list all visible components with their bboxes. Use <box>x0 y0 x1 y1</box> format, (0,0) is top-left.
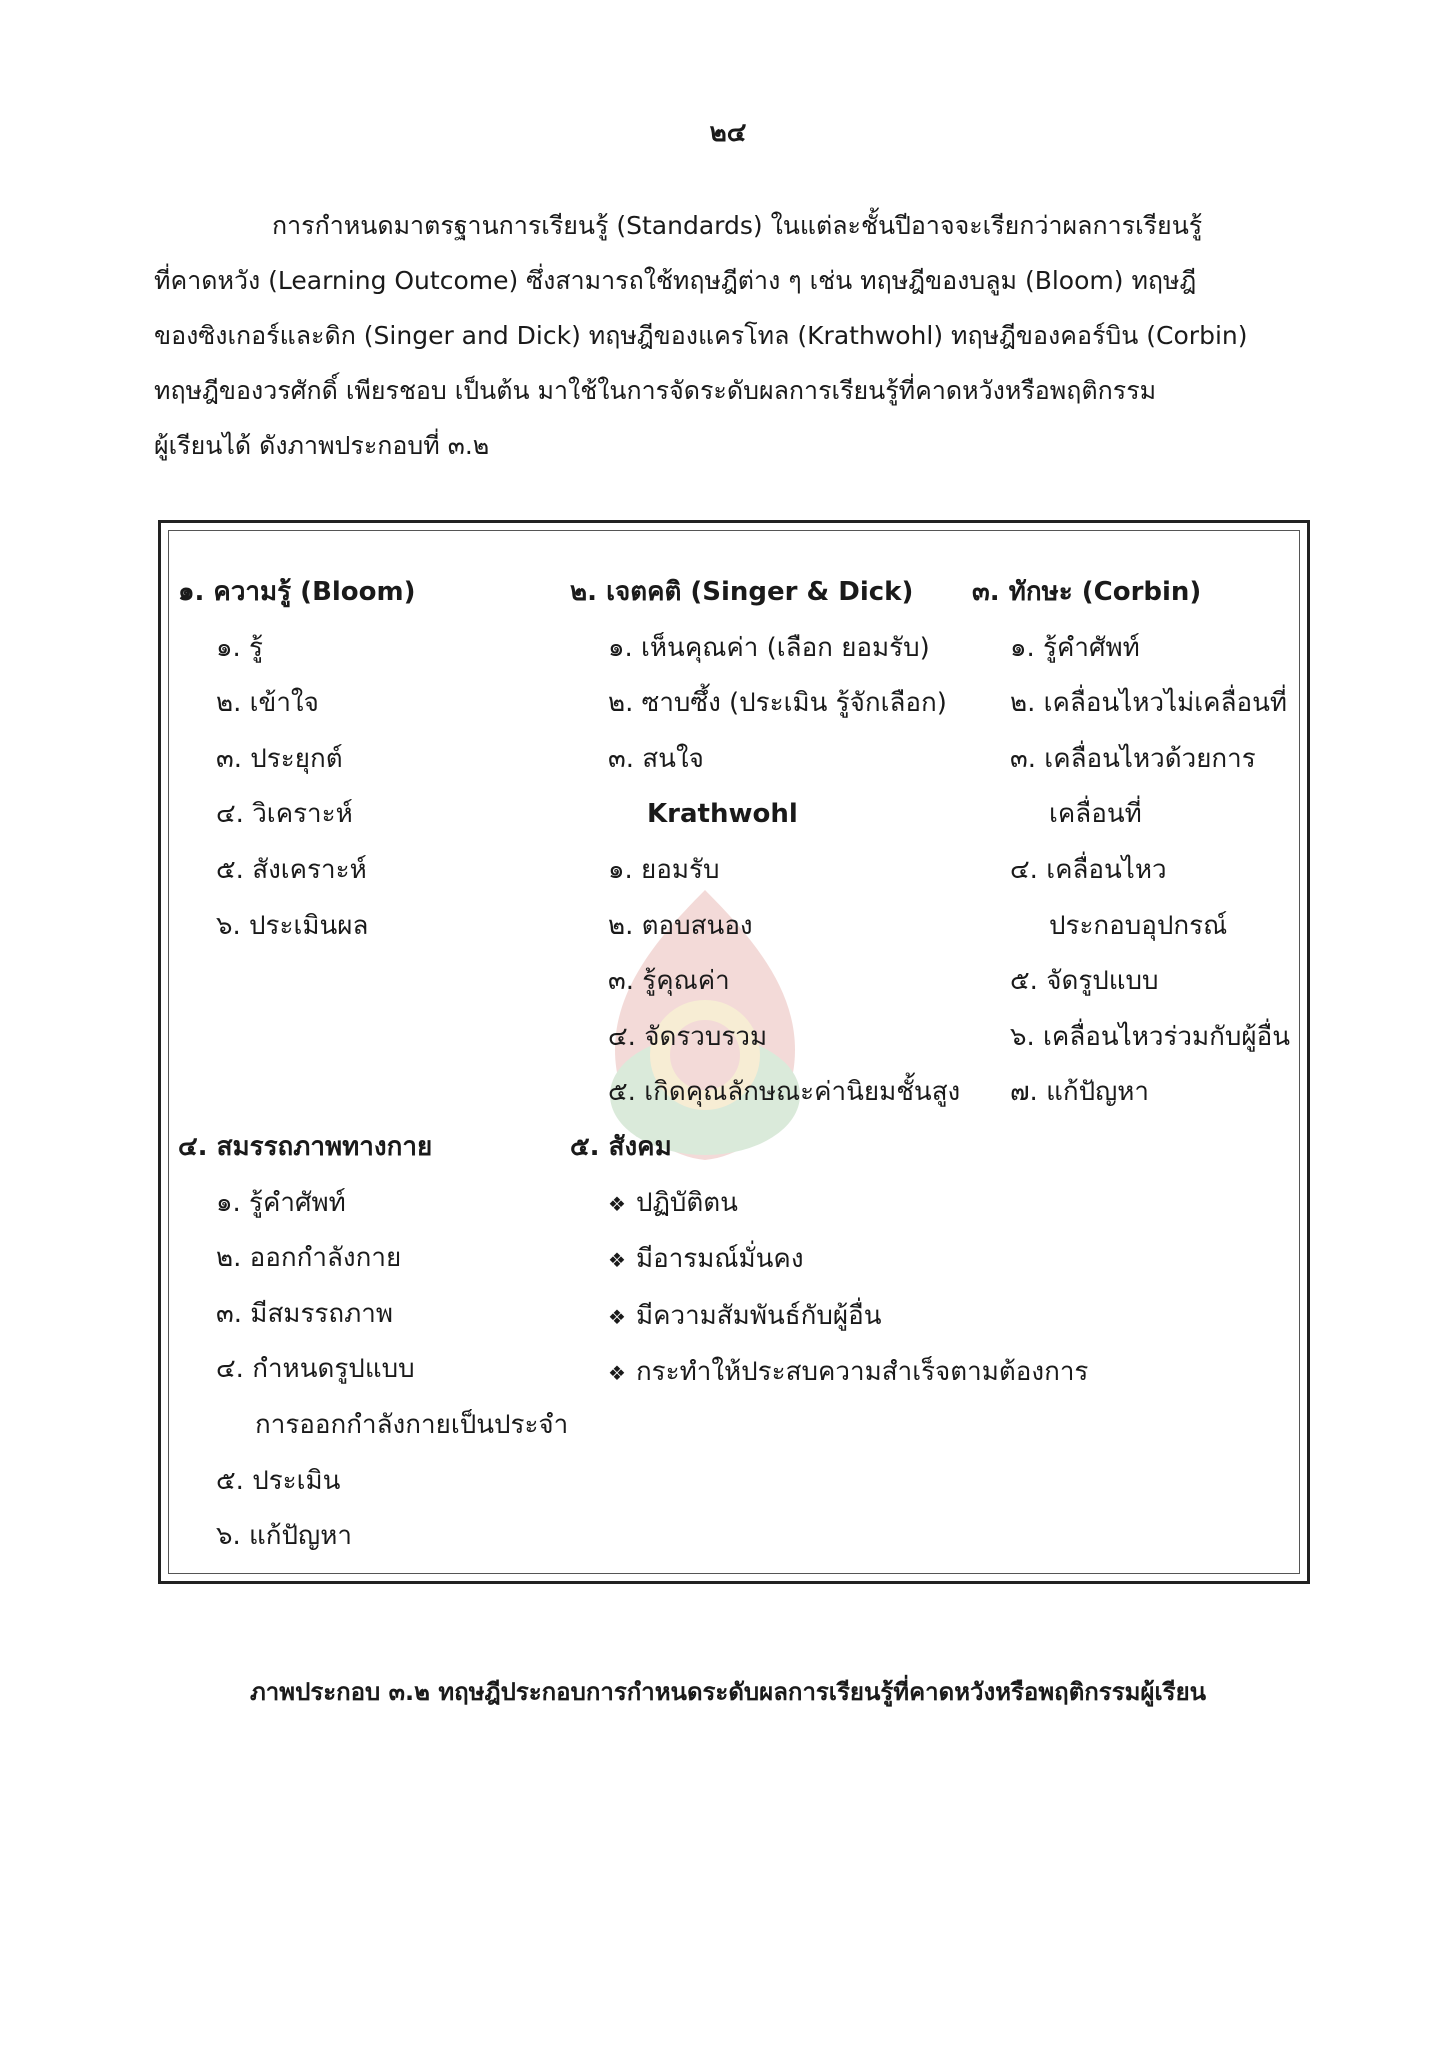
diamond-bullet-icon: ❖ <box>608 1191 626 1216</box>
list-item: ๒. ซาบซึ้ง (ประเมิน รู้จักเลือก) <box>608 688 947 719</box>
intro-paragraph <box>154 198 1314 473</box>
page-number: ๒๔ <box>709 118 747 148</box>
column-skill <box>972 565 1290 1121</box>
diamond-bullet-icon: ❖ <box>608 1248 626 1273</box>
list-item: ๑. รู้คำศัพท์ <box>216 1187 346 1218</box>
column-social <box>570 1120 1088 1402</box>
list-item: ๒. ตอบสนอง <box>608 910 753 941</box>
list-item: ๒. ออกกำลังกาย <box>216 1243 402 1274</box>
list-item: ๕. เกิดคุณลักษณะค่านิยมชั้นสูง <box>608 1077 961 1108</box>
intro-line: ทฤษฎีของวรศักดิ์ เพียรชอบ เป็นต้น มาใช้ในการจัดระดับผลการเรียนรู้ที่คาดหวังหรือพฤติกรรม <box>154 376 1157 405</box>
list-item: ๓. สนใจ <box>608 743 704 774</box>
column-attitude <box>570 565 960 1121</box>
intro-line: ที่คาดหวัง (Learning Outcome) ซึ่งสามารถใช้ทฤษฎีต่าง ๆ เช่น ทฤษฎีของบลูม (Bloom) ทฤษฎี <box>154 266 1197 295</box>
column-knowledge <box>178 565 416 954</box>
intro-line: ของซิงเกอร์และดิก (Singer and Dick) ทฤษฎีของแครโทล (Krathwohl) ทฤษฎีของคอร์บิน (Corbin) <box>154 321 1248 350</box>
bullet-text: มีอารมณ์มั่นคง <box>635 1244 804 1275</box>
list-item: ๖. เคลื่อนไหวร่วมกับผู้อื่น <box>1010 1021 1291 1052</box>
bullet-list-item <box>570 1176 1088 1233</box>
list-item: ๔. เคลื่อนไหว <box>1010 854 1167 885</box>
figure-caption: ภาพประกอบ ๓.๒ ทฤษฎีประกอบการกำหนดระดับผลการเรียนรู้ที่คาดหวังหรือพฤติกรรมผู้เรียน <box>249 1678 1207 1706</box>
list-item-continuation: การออกกำลังกายเป็นประจำ <box>255 1409 569 1440</box>
bullet-list-item <box>570 1289 1088 1346</box>
list-item: ๔. วิเคราะห์ <box>216 799 353 830</box>
list-item: ๑. รู้คำศัพท์ <box>1010 632 1140 663</box>
bullet-text: มีความสัมพันธ์กับผู้อื่น <box>635 1300 882 1331</box>
column-heading: ๓. ทักษะ (Corbin) <box>972 577 1202 607</box>
list-item: ๗. แก้ปัญหา <box>1010 1077 1149 1108</box>
column-heading: ๒. เจตคติ (Singer & Dick) <box>570 577 914 607</box>
column-heading: ๕. สังคม <box>570 1132 672 1162</box>
list-item: ๓. ประยุกต์ <box>216 743 343 774</box>
list-item: ๒. เข้าใจ <box>216 688 319 719</box>
diamond-bullet-icon: ❖ <box>608 1304 626 1329</box>
list-item-continuation: เคลื่อนที่ <box>1049 799 1142 830</box>
bullet-text: ปฏิบัติตน <box>635 1187 738 1218</box>
list-item: ๑. รู้ <box>216 632 263 663</box>
column-fitness <box>178 1120 568 1565</box>
column-heading: ๑. ความรู้ (Bloom) <box>178 577 416 607</box>
list-item: ๓. มีสมรรถภาพ <box>216 1298 393 1329</box>
bullet-list-item <box>570 1232 1088 1289</box>
list-item: ๓. รู้คุณค่า <box>608 966 730 997</box>
intro-line: การกำหนดมาตรฐานการเรียนรู้ (Standards) ในแต่ละชั้นปีอาจจะเรียกว่าผลการเรียนรู้ <box>272 211 1203 240</box>
sub-heading: Krathwohl <box>647 799 798 830</box>
list-item: ๕. สังเคราะห์ <box>216 854 367 885</box>
list-item: ๖. แก้ปัญหา <box>216 1521 352 1552</box>
list-item: ๕. จัดรูปแบบ <box>1010 966 1159 997</box>
list-item: ๖. ประเมินผล <box>216 910 369 941</box>
list-item: ๓. เคลื่อนไหวด้วยการ <box>1010 743 1256 774</box>
bullet-list-item <box>570 1345 1088 1402</box>
bullet-text: กระทำให้ประสบความสำเร็จตามต้องการ <box>635 1357 1089 1388</box>
list-item: ๔. จัดรวบรวม <box>608 1021 768 1052</box>
list-item: ๔. กำหนดรูปแบบ <box>216 1354 415 1385</box>
diamond-bullet-icon: ❖ <box>608 1361 626 1386</box>
list-item: ๑. ยอมรับ <box>608 854 720 885</box>
column-heading: ๔. สมรรถภาพทางกาย <box>178 1132 433 1162</box>
list-item: ๕. ประเมิน <box>216 1465 341 1496</box>
list-item-continuation: ประกอบอุปกรณ์ <box>1049 910 1228 941</box>
list-item: ๑. เห็นคุณค่า (เลือก ยอมรับ) <box>608 632 930 663</box>
list-item: ๒. เคลื่อนไหวไม่เคลื่อนที่ <box>1010 688 1288 719</box>
intro-line: ผู้เรียนได้ ดังภาพประกอบที่ ๓.๒ <box>154 431 490 460</box>
